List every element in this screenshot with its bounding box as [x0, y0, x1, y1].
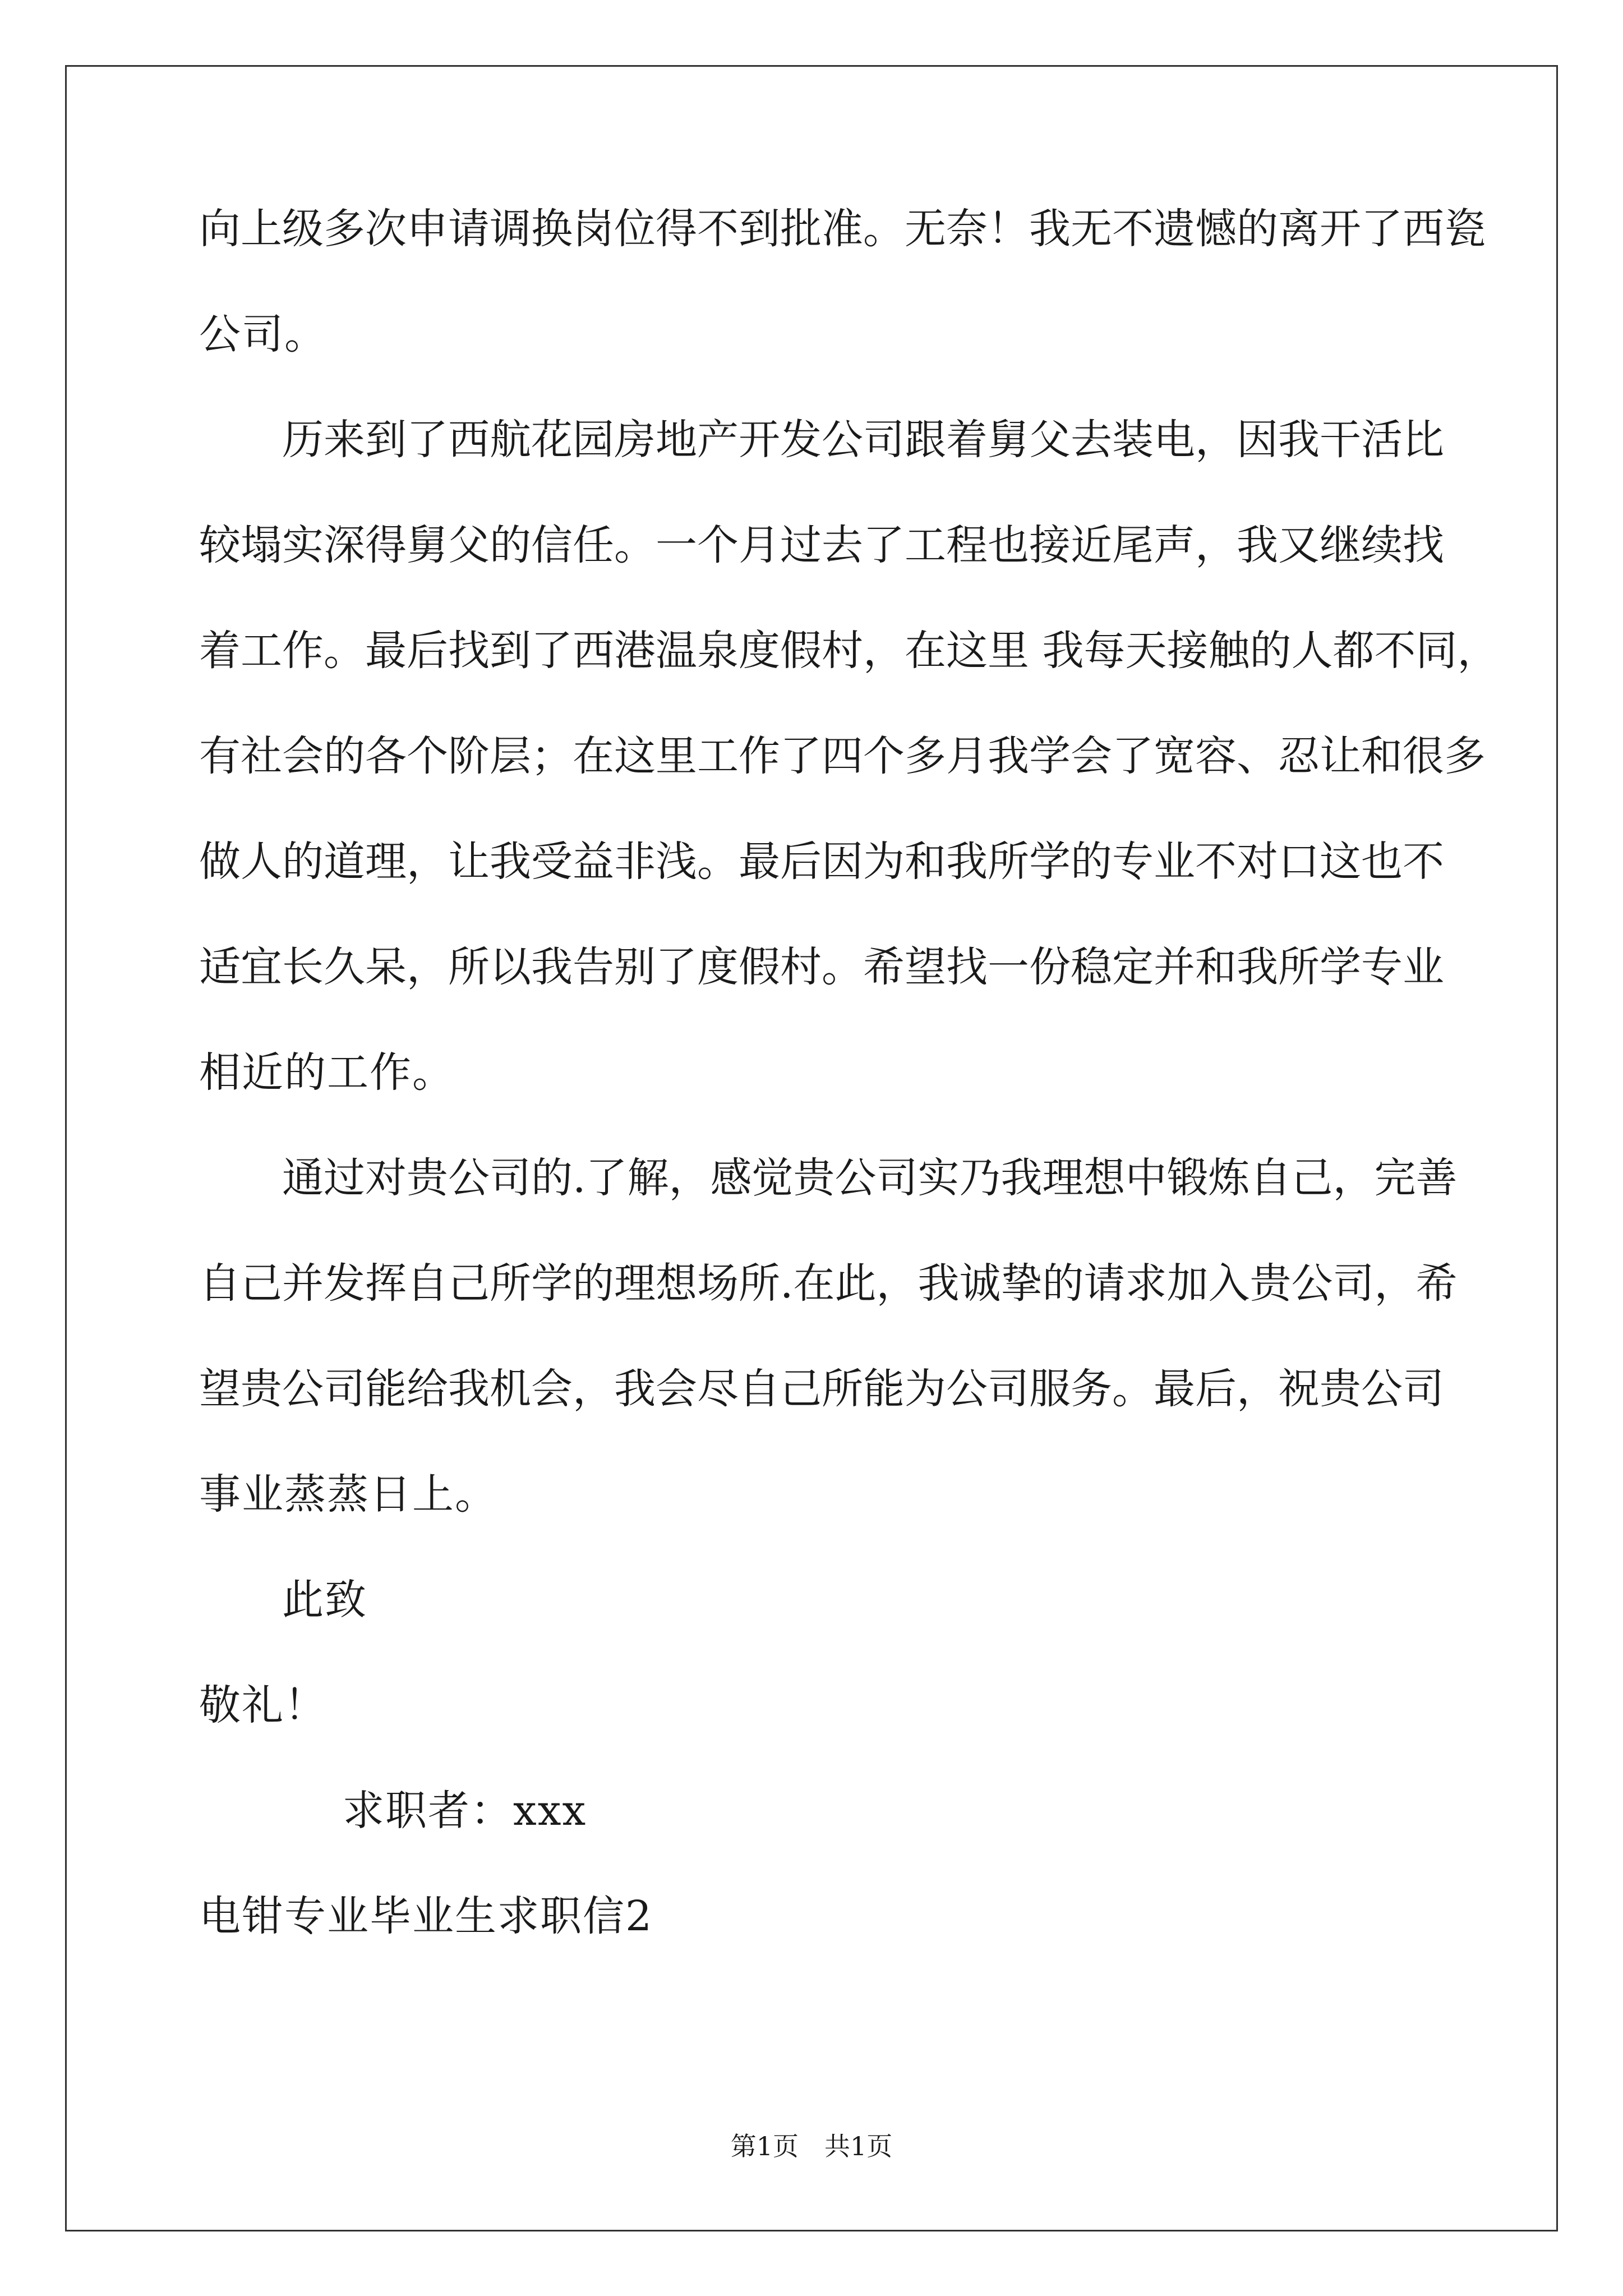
paragraph-line: 通过对贵公司的.了解，感觉贵公司实乃我理想中锻炼自己，完善 [282, 1154, 1458, 1202]
closing-salutation: 此致 [282, 1576, 367, 1624]
paragraph-line: 适宜长久呆，所以我告别了度假村。希望找一份稳定并和我所学专业 [199, 943, 1444, 991]
signature-line: 求职者：xxx [343, 1787, 587, 1835]
paragraph-line: 历来到了西航花园房地产开发公司跟着舅父去装电，因我干活比 [282, 416, 1444, 464]
section-heading: 电钳专业毕业生求职信2 [199, 1892, 653, 1940]
paragraph-line: 有社会的各个阶层；在这里工作了四个多月我学会了宽容、忍让和很多 [199, 732, 1486, 780]
paragraph-line: 望贵公司能给我机会，我会尽自己所能为公司服务。最后，祝贵公司 [199, 1365, 1444, 1413]
paragraph-line: 着工作。最后找到了西港温泉度假村，在这里 我每天接触的人都不同， [199, 627, 1499, 675]
paragraph-line: 事业蒸蒸日上。 [199, 1470, 497, 1519]
paragraph-line: 自己并发挥自己所学的理想场所.在此，我诚挚的请求加入贵公司，希 [199, 1259, 1458, 1308]
closing-regards: 敬礼！ [199, 1681, 327, 1729]
paragraph-line: 向上级多次申请调换岗位得不到批准。无奈！我无不遗憾的离开了西瓷 [199, 205, 1486, 253]
paragraph-line: 公司。 [199, 310, 327, 358]
page-footer: 第1页 共1页 [730, 2131, 893, 2161]
paragraph-line: 相近的工作。 [199, 1048, 455, 1097]
paragraph-line: 较塌实深得舅父的信任。一个月过去了工程也接近尾声，我又继续找 [199, 521, 1444, 569]
paragraph-line: 做人的道理，让我受益非浅。最后因为和我所学的专业不对口这也不 [199, 838, 1444, 886]
